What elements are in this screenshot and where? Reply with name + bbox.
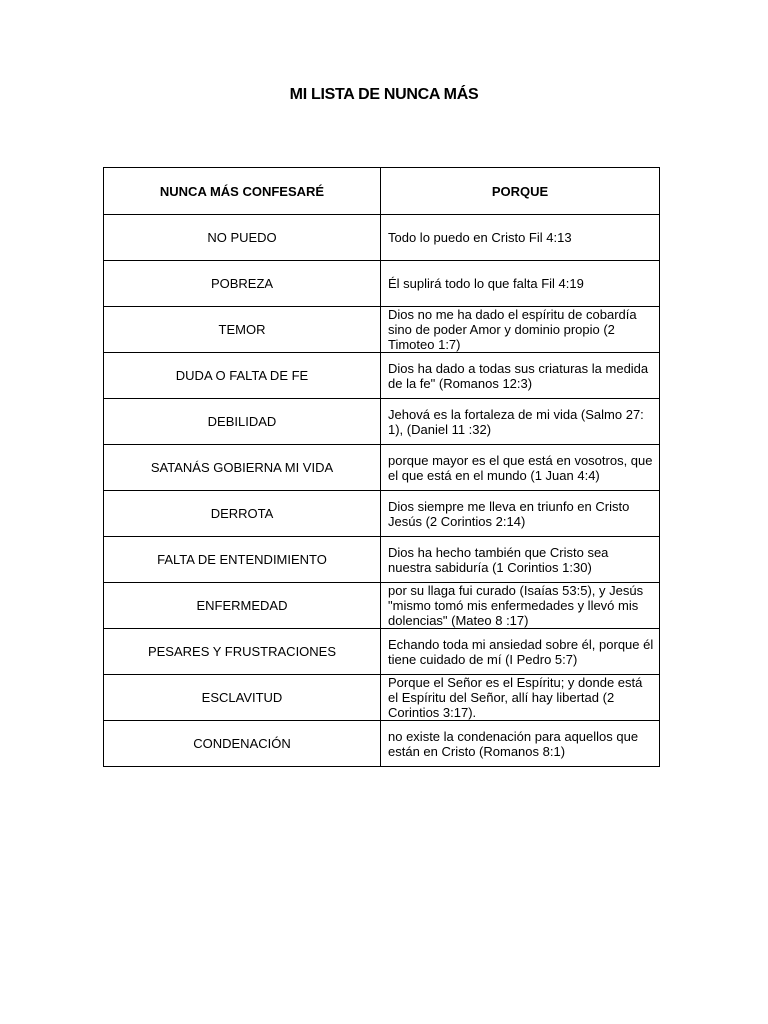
- confesion-cell: TEMOR: [104, 307, 381, 353]
- table-row: [104, 445, 660, 491]
- table-row: [104, 261, 660, 307]
- header-nunca-mas-confesare: NUNCA MÁS CONFESARÉ: [104, 168, 381, 215]
- confesion-cell: ENFERMEDAD: [104, 583, 381, 629]
- confesion-cell: FALTA DE ENTENDIMIENTO: [104, 537, 381, 583]
- porque-cell: por su llaga fui curado (Isaías 53:5), y Jesús "mismo tomó mis enfermedades y llevó mis dolencias" (Mateo 8 :17): [381, 583, 660, 629]
- table-header-row: [104, 168, 660, 215]
- confesion-cell: ESCLAVITUD: [104, 675, 381, 721]
- table-row: [104, 399, 660, 445]
- table-row: [104, 307, 660, 353]
- table-row: [104, 353, 660, 399]
- table-row: [104, 215, 660, 261]
- header-porque: PORQUE: [381, 168, 660, 215]
- document-title: MI LISTA DE NUNCA MÁS: [289, 86, 479, 103]
- porque-cell: Porque el Señor es el Espíritu; y donde está el Espíritu del Señor, allí hay libertad (2 Corintios 3:17).: [381, 675, 660, 721]
- porque-cell: Dios ha hecho también que Cristo sea nuestra sabiduría (1 Corintios 1:30): [381, 537, 660, 583]
- confesion-cell: DERROTA: [104, 491, 381, 537]
- confesion-cell: NO PUEDO: [104, 215, 381, 261]
- porque-cell: Dios no me ha dado el espíritu de cobardía sino de poder Amor y dominio propio (2 Timoteo 1:7): [381, 307, 660, 353]
- table-row: [104, 721, 660, 767]
- table-row: [104, 491, 660, 537]
- table-row: [104, 629, 660, 675]
- confesion-cell: CONDENACIÓN: [104, 721, 381, 767]
- confesion-cell: DEBILIDAD: [104, 399, 381, 445]
- table-row: [104, 583, 660, 629]
- table-row: [104, 675, 660, 721]
- porque-cell: Dios ha dado a todas sus criaturas la medida de la fe" (Romanos 12:3): [381, 353, 660, 399]
- porque-cell: Dios siempre me lleva en triunfo en Cristo Jesús (2 Corintios 2:14): [381, 491, 660, 537]
- porque-cell: Echando toda mi ansiedad sobre él, porque él tiene cuidado de mí (I Pedro 5:7): [381, 629, 660, 675]
- porque-cell: Todo lo puedo en Cristo Fil 4:13: [381, 215, 660, 261]
- porque-cell: no existe la condenación para aquellos que están en Cristo (Romanos 8:1): [381, 721, 660, 767]
- nunca-mas-table: [103, 167, 660, 767]
- confesion-cell: PESARES Y FRUSTRACIONES: [104, 629, 381, 675]
- confesion-cell: POBREZA: [104, 261, 381, 307]
- porque-cell: Él suplirá todo lo que falta Fil 4:19: [381, 261, 660, 307]
- porque-cell: porque mayor es el que está en vosotros, que el que está en el mundo (1 Juan 4:4): [381, 445, 660, 491]
- confesion-cell: SATANÁS GOBIERNA MI VIDA: [104, 445, 381, 491]
- porque-cell: Jehová es la fortaleza de mi vida (Salmo 27: 1), (Daniel 11 :32): [381, 399, 660, 445]
- confesion-cell: DUDA O FALTA DE FE: [104, 353, 381, 399]
- table-row: [104, 537, 660, 583]
